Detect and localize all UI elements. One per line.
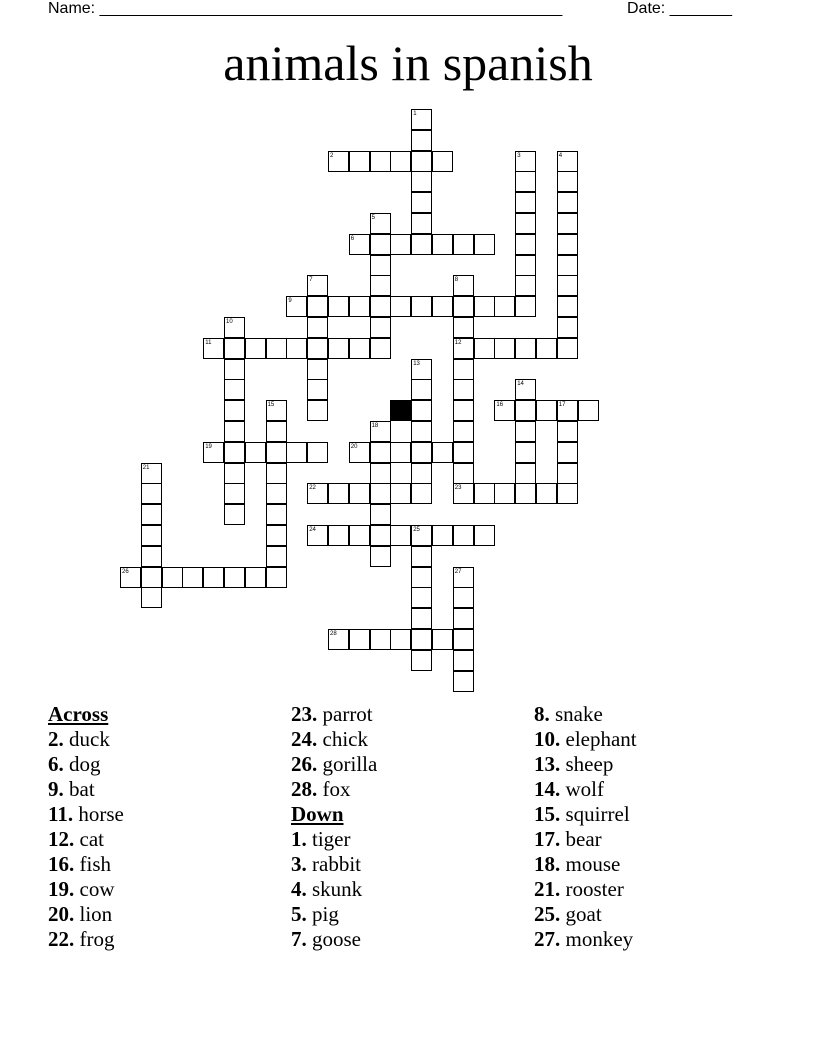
- grid-cell[interactable]: [494, 483, 515, 504]
- clue-number-label: 4: [558, 152, 563, 159]
- clue-number: 13.: [534, 752, 561, 776]
- grid-cell[interactable]: [286, 338, 307, 359]
- grid-cell[interactable]: [307, 442, 328, 463]
- grid-cell[interactable]: [453, 400, 474, 421]
- clue-item: [48, 827, 288, 852]
- grid-cell[interactable]: [411, 546, 432, 567]
- grid-cell[interactable]: [266, 338, 287, 359]
- clue-item: [291, 752, 531, 777]
- grid-cell[interactable]: [266, 525, 287, 546]
- grid-cell[interactable]: [494, 338, 515, 359]
- grid-cell[interactable]: [515, 171, 536, 192]
- clue-text: goose: [312, 927, 361, 951]
- grid-cell[interactable]: [453, 525, 474, 546]
- clue-number-label: 28: [330, 631, 337, 637]
- clue-item: [534, 902, 774, 927]
- grid-cell[interactable]: [411, 192, 432, 213]
- clue-item: [48, 877, 288, 902]
- grid-cell[interactable]: [328, 525, 349, 546]
- clue-number: 14.: [534, 777, 561, 801]
- grid-cell[interactable]: [515, 213, 536, 234]
- grid-cell[interactable]: [307, 296, 328, 317]
- grid-cell[interactable]: [266, 442, 287, 463]
- grid-cell[interactable]: [515, 234, 536, 255]
- grid-cell[interactable]: [266, 483, 287, 504]
- grid-cell[interactable]: [390, 234, 411, 255]
- clue-number: 2.: [48, 727, 64, 751]
- grid-cell[interactable]: [515, 296, 536, 317]
- grid-cell[interactable]: [515, 275, 536, 296]
- clue-text: rooster: [565, 877, 624, 901]
- across-heading: Across: [48, 702, 109, 726]
- clue-text: monkey: [565, 927, 634, 951]
- clue-number: 7.: [291, 927, 307, 951]
- grid-cell[interactable]: [266, 504, 287, 525]
- clue-number-label: 24: [309, 527, 316, 533]
- clue-number-label: 18: [371, 423, 379, 429]
- clue-number-label: 6: [350, 235, 355, 242]
- grid-cell[interactable]: [141, 546, 162, 567]
- grid-cell[interactable]: [411, 421, 432, 442]
- grid-cell[interactable]: [370, 234, 391, 255]
- grid-cell[interactable]: [224, 421, 245, 442]
- grid-cell[interactable]: [141, 587, 162, 608]
- grid-cell[interactable]: [370, 525, 391, 546]
- clue-item: [534, 702, 774, 727]
- grid-cell[interactable]: [536, 483, 557, 504]
- grid-cell[interactable]: [307, 359, 328, 380]
- grid-cell[interactable]: [349, 525, 370, 546]
- grid-cell[interactable]: [474, 234, 495, 255]
- grid-cell[interactable]: [557, 338, 578, 359]
- clue-number: 17.: [534, 827, 561, 851]
- grid-cell[interactable]: [224, 359, 245, 380]
- clue-text: snake: [555, 702, 603, 726]
- grid-cell[interactable]: [245, 567, 266, 588]
- grid-cell[interactable]: [266, 463, 287, 484]
- clue-number-label: 13: [413, 360, 420, 367]
- grid-cell[interactable]: [370, 338, 391, 359]
- grid-cell[interactable]: [224, 463, 245, 484]
- clue-item: [48, 902, 288, 927]
- clue-item: [291, 827, 531, 852]
- grid-cell[interactable]: [349, 483, 370, 504]
- grid-cell[interactable]: [370, 296, 391, 317]
- clue-number: 4.: [291, 877, 307, 901]
- grid-cell[interactable]: [349, 338, 370, 359]
- grid-cell[interactable]: [536, 338, 557, 359]
- grid-cell[interactable]: [411, 234, 432, 255]
- grid-cell[interactable]: [474, 296, 495, 317]
- clue-text: cat: [79, 827, 104, 851]
- grid-cell[interactable]: [390, 483, 411, 504]
- clue-item: [291, 852, 531, 877]
- clue-column-3: [534, 702, 774, 952]
- clue-text: sheep: [565, 752, 614, 776]
- clue-number-label: 15: [267, 402, 275, 409]
- clue-number: 28.: [291, 777, 318, 801]
- clue-text: skunk: [312, 877, 363, 901]
- clue-number-label: 12: [454, 339, 462, 346]
- clue-text: elephant: [565, 727, 637, 751]
- blocked-cell: [390, 400, 411, 421]
- grid-cell[interactable]: [286, 442, 307, 463]
- grid-cell[interactable]: [307, 400, 328, 421]
- grid-cell[interactable]: [453, 629, 474, 650]
- clue-number: 23.: [291, 702, 318, 726]
- grid-cell[interactable]: [578, 400, 599, 421]
- grid-cell[interactable]: [474, 525, 495, 546]
- clue-text: dog: [69, 752, 101, 776]
- clue-number-label: 20: [350, 443, 358, 450]
- grid-cell[interactable]: [453, 317, 474, 338]
- grid-cell[interactable]: [557, 442, 578, 463]
- grid-cell[interactable]: [494, 296, 515, 317]
- clue-column-1: [48, 702, 288, 952]
- clue-number-label: 25: [413, 527, 420, 533]
- clue-item: [48, 752, 288, 777]
- clue-number: 22.: [48, 927, 75, 951]
- grid-cell[interactable]: [557, 483, 578, 504]
- grid-cell[interactable]: [182, 567, 203, 588]
- clue-text: horse: [78, 802, 124, 826]
- grid-cell[interactable]: [557, 275, 578, 296]
- grid-cell[interactable]: [307, 379, 328, 400]
- clue-item: [48, 727, 288, 752]
- grid-cell[interactable]: [411, 608, 432, 629]
- clue-item: [534, 827, 774, 852]
- grid-cell[interactable]: [266, 421, 287, 442]
- grid-cell[interactable]: [141, 483, 162, 504]
- clue-item: [48, 927, 288, 952]
- grid-cell[interactable]: [162, 567, 183, 588]
- clue-number-label: 10: [226, 319, 233, 325]
- grid-cell[interactable]: [224, 379, 245, 400]
- grid-cell[interactable]: [453, 234, 474, 255]
- grid-cell[interactable]: [141, 567, 162, 588]
- grid-cell[interactable]: [390, 525, 411, 546]
- page-title: animals in spanish: [223, 35, 593, 91]
- grid-cell[interactable]: [432, 151, 453, 172]
- grid-cell[interactable]: [432, 629, 453, 650]
- grid-cell[interactable]: [432, 442, 453, 463]
- grid-cell[interactable]: [557, 463, 578, 484]
- grid-cell[interactable]: [328, 338, 349, 359]
- grid-cell[interactable]: [224, 338, 245, 359]
- clue-item: [291, 777, 531, 802]
- grid-cell[interactable]: [515, 442, 536, 463]
- clue-number: 1.: [291, 827, 307, 851]
- clue-number: 26.: [291, 752, 318, 776]
- clue-text: lion: [79, 902, 113, 926]
- clue-text: squirrel: [565, 802, 630, 826]
- clue-number-label: 7: [309, 277, 313, 284]
- grid-cell[interactable]: [453, 296, 474, 317]
- grid-cell[interactable]: [432, 296, 453, 317]
- clue-number: 5.: [291, 902, 307, 926]
- grid-cell[interactable]: [411, 379, 432, 400]
- clue-text: cow: [79, 877, 115, 901]
- grid-cell[interactable]: [453, 463, 474, 484]
- grid-cell[interactable]: [411, 213, 432, 234]
- clue-text: fox: [322, 777, 351, 801]
- grid-cell[interactable]: [370, 442, 391, 463]
- clue-text: bat: [69, 777, 95, 801]
- grid-cell[interactable]: [453, 442, 474, 463]
- clue-text: parrot: [322, 702, 373, 726]
- grid-cell[interactable]: [432, 234, 453, 255]
- clue-text: mouse: [565, 852, 621, 876]
- grid-cell[interactable]: [411, 463, 432, 484]
- grid-cell[interactable]: [515, 421, 536, 442]
- grid-cell[interactable]: [557, 296, 578, 317]
- grid-cell[interactable]: [453, 359, 474, 380]
- clue-item: [291, 927, 531, 952]
- clue-item: [48, 852, 288, 877]
- grid-cell[interactable]: [224, 504, 245, 525]
- grid-cell[interactable]: [390, 442, 411, 463]
- grid-cell[interactable]: [557, 171, 578, 192]
- grid-cell[interactable]: [141, 525, 162, 546]
- name-field-label: Name: ____________________________________________________: [48, 0, 563, 17]
- grid-cell[interactable]: [515, 192, 536, 213]
- grid-cell[interactable]: [370, 504, 391, 525]
- grid-cell[interactable]: [390, 629, 411, 650]
- grid-cell[interactable]: [515, 338, 536, 359]
- grid-cell[interactable]: [390, 296, 411, 317]
- clue-item: [534, 777, 774, 802]
- grid-cell[interactable]: [411, 629, 432, 650]
- grid-cell[interactable]: [557, 192, 578, 213]
- grid-cell[interactable]: [307, 338, 328, 359]
- clue-number-label: 23: [454, 485, 462, 492]
- grid-cell[interactable]: [349, 296, 370, 317]
- clue-number: 3.: [291, 852, 307, 876]
- grid-cell[interactable]: [307, 317, 328, 338]
- grid-cell[interactable]: [245, 338, 266, 359]
- clue-number: 27.: [534, 927, 561, 951]
- clue-number-label: 1: [413, 111, 417, 117]
- clue-number: 9.: [48, 777, 64, 801]
- clue-item: [534, 752, 774, 777]
- grid-cell[interactable]: [370, 255, 391, 276]
- clue-number: 6.: [48, 752, 64, 776]
- grid-cell[interactable]: [411, 151, 432, 172]
- grid-cell[interactable]: [328, 483, 349, 504]
- grid-cell[interactable]: [390, 151, 411, 172]
- grid-cell[interactable]: [474, 483, 495, 504]
- clue-item: [534, 852, 774, 877]
- grid-cell[interactable]: [370, 275, 391, 296]
- grid-cell[interactable]: [370, 151, 391, 172]
- clue-text: wolf: [565, 777, 604, 801]
- grid-cell[interactable]: [370, 483, 391, 504]
- clue-number: 24.: [291, 727, 318, 751]
- clue-item: [48, 777, 288, 802]
- clue-item: [291, 702, 531, 727]
- grid-cell[interactable]: [411, 483, 432, 504]
- clue-number: 15.: [534, 802, 561, 826]
- clue-number: 19.: [48, 877, 75, 901]
- clue-number: 10.: [534, 727, 561, 751]
- grid-cell[interactable]: [411, 567, 432, 588]
- grid-cell[interactable]: [557, 234, 578, 255]
- grid-cell[interactable]: [411, 130, 432, 151]
- down-heading: Down: [291, 802, 344, 826]
- grid-cell[interactable]: [515, 400, 536, 421]
- grid-cell[interactable]: [411, 171, 432, 192]
- grid-cell[interactable]: [266, 567, 287, 588]
- clue-text: bear: [565, 827, 602, 851]
- clue-number: 11.: [48, 802, 74, 826]
- clue-text: pig: [312, 902, 339, 926]
- clue-text: goat: [565, 902, 602, 926]
- grid-cell[interactable]: [557, 213, 578, 234]
- grid-cell[interactable]: [224, 400, 245, 421]
- grid-cell[interactable]: [411, 296, 432, 317]
- grid-cell[interactable]: [453, 608, 474, 629]
- grid-cell[interactable]: [411, 442, 432, 463]
- clue-number: 20.: [48, 902, 75, 926]
- grid-cell[interactable]: [515, 463, 536, 484]
- clue-number: 25.: [534, 902, 561, 926]
- clue-text: frog: [79, 927, 115, 951]
- clue-text: chick: [322, 727, 368, 751]
- clue-number-label: 14: [517, 381, 524, 388]
- grid-cell[interactable]: [141, 504, 162, 525]
- clue-number: 12.: [48, 827, 75, 851]
- clue-number: 8.: [534, 702, 550, 726]
- grid-cell[interactable]: [453, 587, 474, 608]
- grid-cell[interactable]: [515, 483, 536, 504]
- clue-number-label: 11: [205, 339, 212, 346]
- clue-number-label: 2: [330, 152, 334, 159]
- clue-number-label: 3: [517, 152, 521, 159]
- clue-text: duck: [69, 727, 110, 751]
- clue-item: [291, 877, 531, 902]
- clue-text: tiger: [312, 827, 351, 851]
- clue-number-label: 16: [496, 402, 504, 409]
- clue-number-label: 17: [558, 402, 566, 409]
- clue-item: [534, 927, 774, 952]
- grid-cell[interactable]: [557, 421, 578, 442]
- clue-item: [534, 727, 774, 752]
- grid-cell[interactable]: [370, 629, 391, 650]
- grid-cell[interactable]: [224, 567, 245, 588]
- clue-text: fish: [79, 852, 111, 876]
- clue-number: 16.: [48, 852, 75, 876]
- grid-cell[interactable]: [515, 255, 536, 276]
- grid-cell[interactable]: [328, 296, 349, 317]
- grid-cell[interactable]: [203, 567, 224, 588]
- clue-item: [291, 902, 531, 927]
- grid-cell[interactable]: [266, 546, 287, 567]
- clue-number-label: 21: [142, 464, 150, 471]
- grid-cell[interactable]: [453, 379, 474, 400]
- grid-cell[interactable]: [453, 421, 474, 442]
- clue-text: rabbit: [312, 852, 361, 876]
- grid-cell[interactable]: [411, 587, 432, 608]
- grid-cell[interactable]: [411, 400, 432, 421]
- grid-cell[interactable]: [370, 546, 391, 567]
- grid-cell[interactable]: [224, 483, 245, 504]
- clue-item: [48, 802, 288, 827]
- clue-number-label: 19: [205, 443, 212, 450]
- clue-number-label: 5: [371, 215, 375, 221]
- grid-cell[interactable]: [432, 525, 453, 546]
- grid-cell[interactable]: [411, 650, 432, 671]
- clue-number: 18.: [534, 852, 561, 876]
- grid-cell[interactable]: [453, 671, 474, 692]
- grid-cell[interactable]: [453, 650, 474, 671]
- clue-item: [534, 802, 774, 827]
- grid-cell[interactable]: [349, 151, 370, 172]
- clue-item: [291, 727, 531, 752]
- clue-number-label: 22: [309, 485, 316, 492]
- grid-cell[interactable]: [557, 255, 578, 276]
- grid-cell[interactable]: [370, 317, 391, 338]
- date-field-label: Date: _______: [627, 0, 732, 17]
- clue-text: gorilla: [322, 752, 378, 776]
- grid-cell[interactable]: [245, 442, 266, 463]
- clue-number-label: 27: [454, 568, 462, 575]
- clue-number-label: 26: [122, 568, 129, 575]
- grid-cell[interactable]: [474, 338, 495, 359]
- clue-column-2: [291, 702, 531, 952]
- grid-cell[interactable]: [224, 442, 245, 463]
- clue-number-label: 8: [454, 277, 459, 284]
- clue-number: 21.: [534, 877, 561, 901]
- grid-cell[interactable]: [536, 400, 557, 421]
- clue-number-label: 9: [288, 298, 292, 305]
- grid-cell[interactable]: [370, 463, 391, 484]
- grid-cell[interactable]: [557, 317, 578, 338]
- clue-item: [534, 877, 774, 902]
- grid-cell[interactable]: [349, 629, 370, 650]
